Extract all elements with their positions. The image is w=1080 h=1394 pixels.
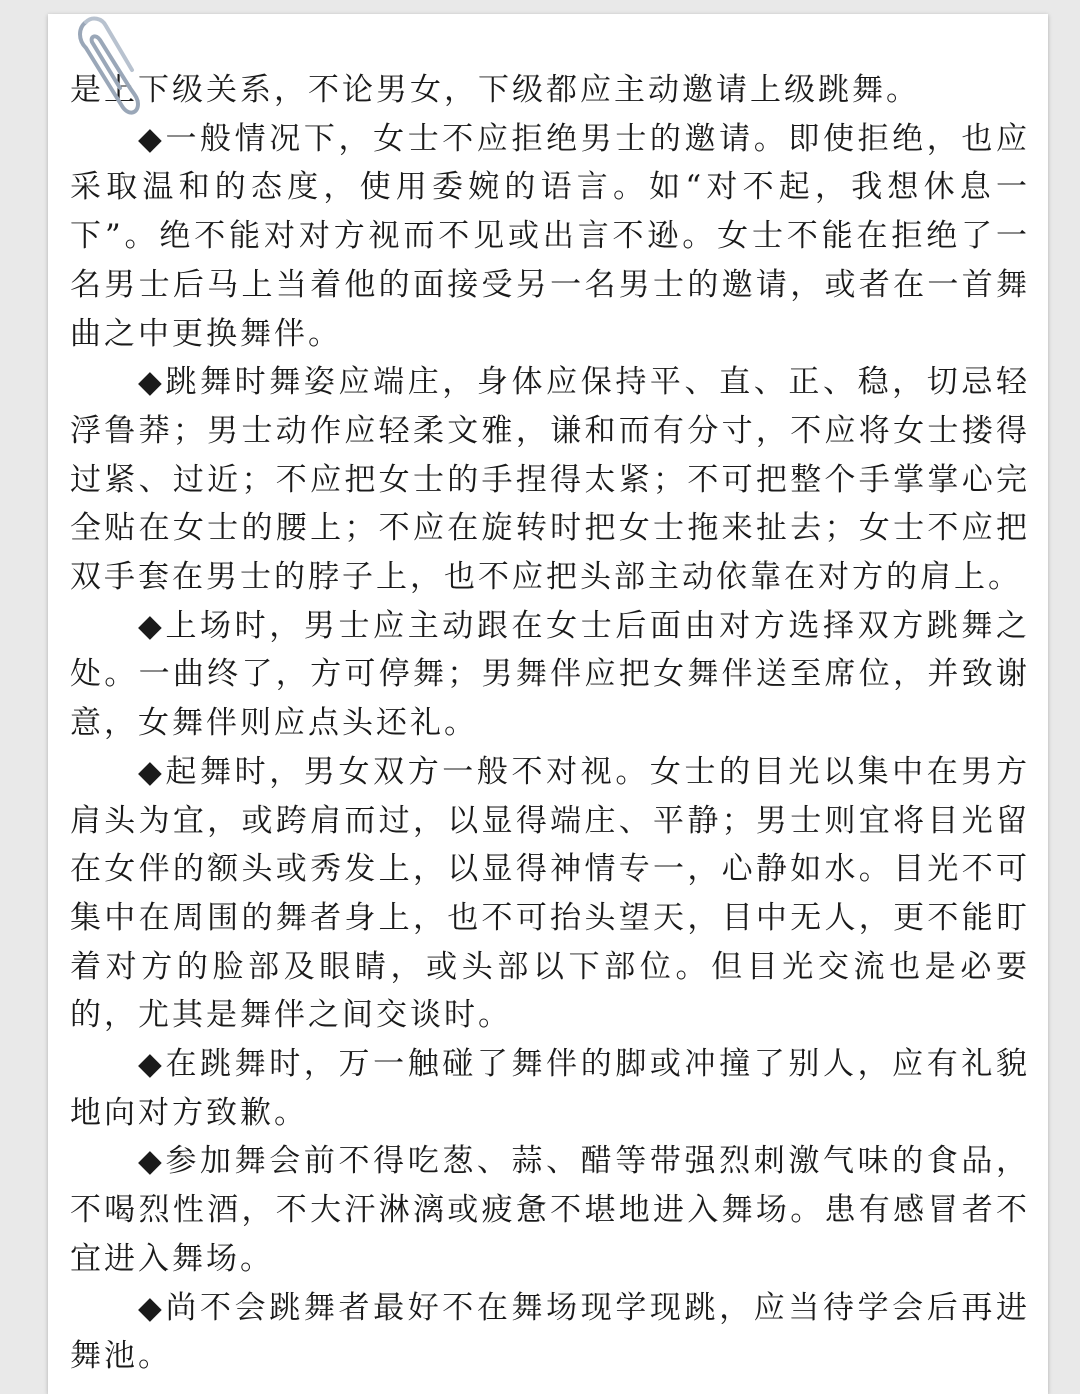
bullet-paragraph: ◆上场时，男士应主动跟在女士后面由对方选择双方跳舞之处。一曲终了，方可停舞；男舞伴应把女舞伴送至席位，并致谢意，女舞伴则应点头还礼。 (70, 607, 1030, 742)
article-body (70, 66, 1030, 1381)
document-page (48, 14, 1048, 1394)
bullet-paragraph: ◆尚不会跳舞者最好不在舞场现学现跳，应当待学会后再进舞池。 (70, 1289, 1030, 1375)
bullet-paragraph: ◆在跳舞时，万一触碰了舞伴的脚或冲撞了别人，应有礼貌地向对方致歉。 (70, 1046, 1030, 1131)
bullet-paragraph: ◆起舞时，男女双方一般不对视。女士的目光以集中在男方肩头为宜，或跨肩而过，以显得端庄、平静；男士则宜将目光留在女伴的额头或秀发上，以显得神情专一，心静如水。目光不可集中在周围的舞者身上，也不可抬头望天，目中无人，更不能盯着对方的脸部及眼睛，或头部以下部位。但目光交流也是必要的，尤其是舞伴之间交谈时。 (70, 753, 1030, 1034)
bullet-paragraph: ◆参加舞会前不得吃葱、蒜、醋等带强烈刺激气味的食品，不喝烈性酒，不大汗淋漓或疲惫不堪地进入舞场。患有感冒者不宜进入舞场。 (70, 1143, 1030, 1277)
paragraph: 是上下级关系，不论男女，下级都应主动邀请上级跳舞。 (70, 72, 920, 108)
bullet-paragraph: ◆一般情况下，女士不应拒绝男士的邀请。即使拒绝，也应采取温和的态度，使用委婉的语言。如“对不起，我想休息一下”。绝不能对对方视而不见或出言不逊。女士不能在拒绝了一名男士后马上当着他的面接受另一名男士的邀请，或者在一首舞曲之中更换舞伴。 (70, 120, 1030, 352)
bullet-paragraph: ◆跳舞时舞姿应端庄，身体应保持平、直、正、稳，切忌轻浮鲁莽；男士动作应轻柔文雅，谦和而有分寸，不应将女士搂得过紧、过近；不应把女士的手捏得太紧；不可把整个手掌掌心完全贴在女士的腰上；不应在旋转时把女士拖来扯去；女士不应把双手套在男士的脖子上，也不应把头部主动依靠在对方的肩上。 (70, 364, 1030, 596)
paperclip-icon (72, 14, 142, 124)
